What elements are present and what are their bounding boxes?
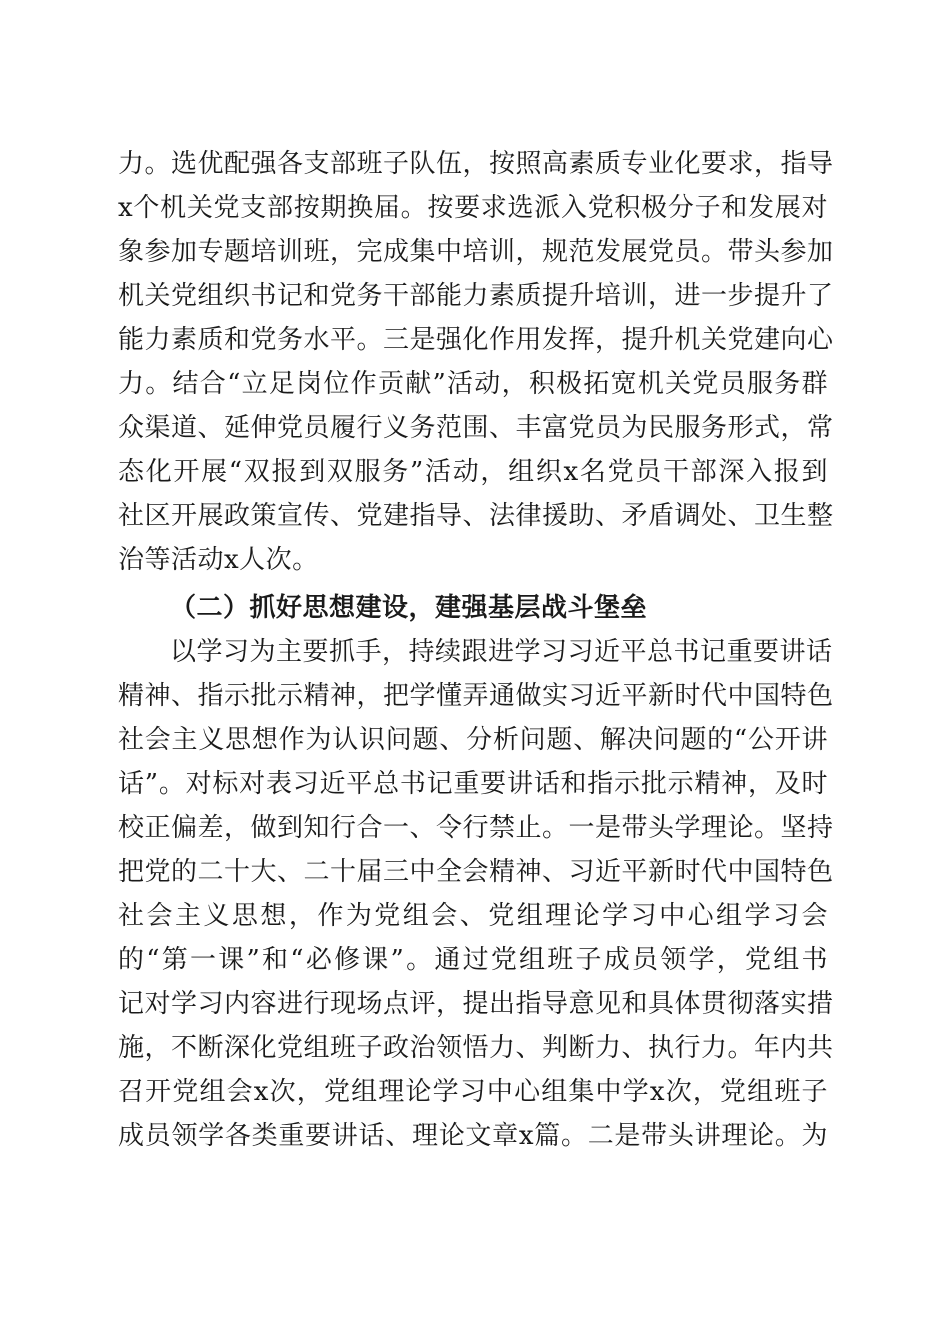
paragraph-line: 把党的二十大、二十届三中全会精神、习近平新时代中国特色 — [118, 857, 834, 887]
text-line: 机关党组织书记和党务干部能力素质提升培训，进一步提升了 — [118, 281, 834, 311]
paragraph-line: 成员领学各类重要讲话、理论文章x篇。二是带头讲理论。为 — [118, 1121, 828, 1151]
text-line: 能力素质和党务水平。三是强化作用发挥，提升机关党建向心 — [118, 325, 834, 355]
section-heading: （二）抓好思想建设，建强基层战斗堡垒 — [170, 593, 648, 623]
paragraph-line: 记对学习内容进行现场点评，提出指导意见和具体贯彻落实措 — [118, 989, 834, 1019]
paragraph-line: 校正偏差，做到知行合一、令行禁止。一是带头学理论。坚持 — [118, 813, 834, 843]
paragraph-line: 的“第一课”和“必修课”。通过党组班子成员领学，党组书 — [118, 945, 828, 975]
text-line: 众渠道、延伸党员履行义务范围、丰富党员为民服务形式，常 — [118, 413, 834, 443]
paragraph-line: 话”。对标对表习近平总书记重要讲话和指示批示精神，及时 — [118, 769, 828, 799]
paragraph-line: 精神、指示批示精神，把学懂弄通做实习近平新时代中国特色 — [118, 681, 834, 711]
paragraph-line: 召开党组会x次，党组理论学习中心组集中学x次，党组班子 — [118, 1077, 828, 1107]
paragraph-line: 施，不断深化党组班子政治领悟力、判断力、执行力。年内共 — [118, 1033, 834, 1063]
text-line: 力。结合“立足岗位作贡献”活动，积极拓宽机关党员服务群 — [118, 369, 828, 399]
paragraph-line: 社会主义思想作为认识问题、分析问题、解决问题的“公开讲 — [118, 725, 828, 755]
text-line: 象参加专题培训班，完成集中培训，规范发展党员。带头参加 — [118, 237, 834, 267]
text-line: 态化开展“双报到双服务”活动，组织x名党员干部深入报到 — [118, 457, 828, 487]
paragraph-line: 以学习为主要抓手，持续跟进学习习近平总书记重要讲话 — [170, 637, 833, 667]
paragraph-line: 社会主义思想，作为党组会、党组理论学习中心组学习会 — [118, 901, 828, 931]
text-line: 力。选优配强各支部班子队伍，按照高素质专业化要求，指导 — [118, 149, 834, 179]
text-line: 社区开展政策宣传、党建指导、法律援助、矛盾调处、卫生整 — [118, 501, 834, 531]
text-line: x个机关党支部按期换届。按要求选派入党积极分子和发展对 — [118, 193, 828, 223]
text-line: 治等活动x人次。 — [118, 545, 319, 575]
